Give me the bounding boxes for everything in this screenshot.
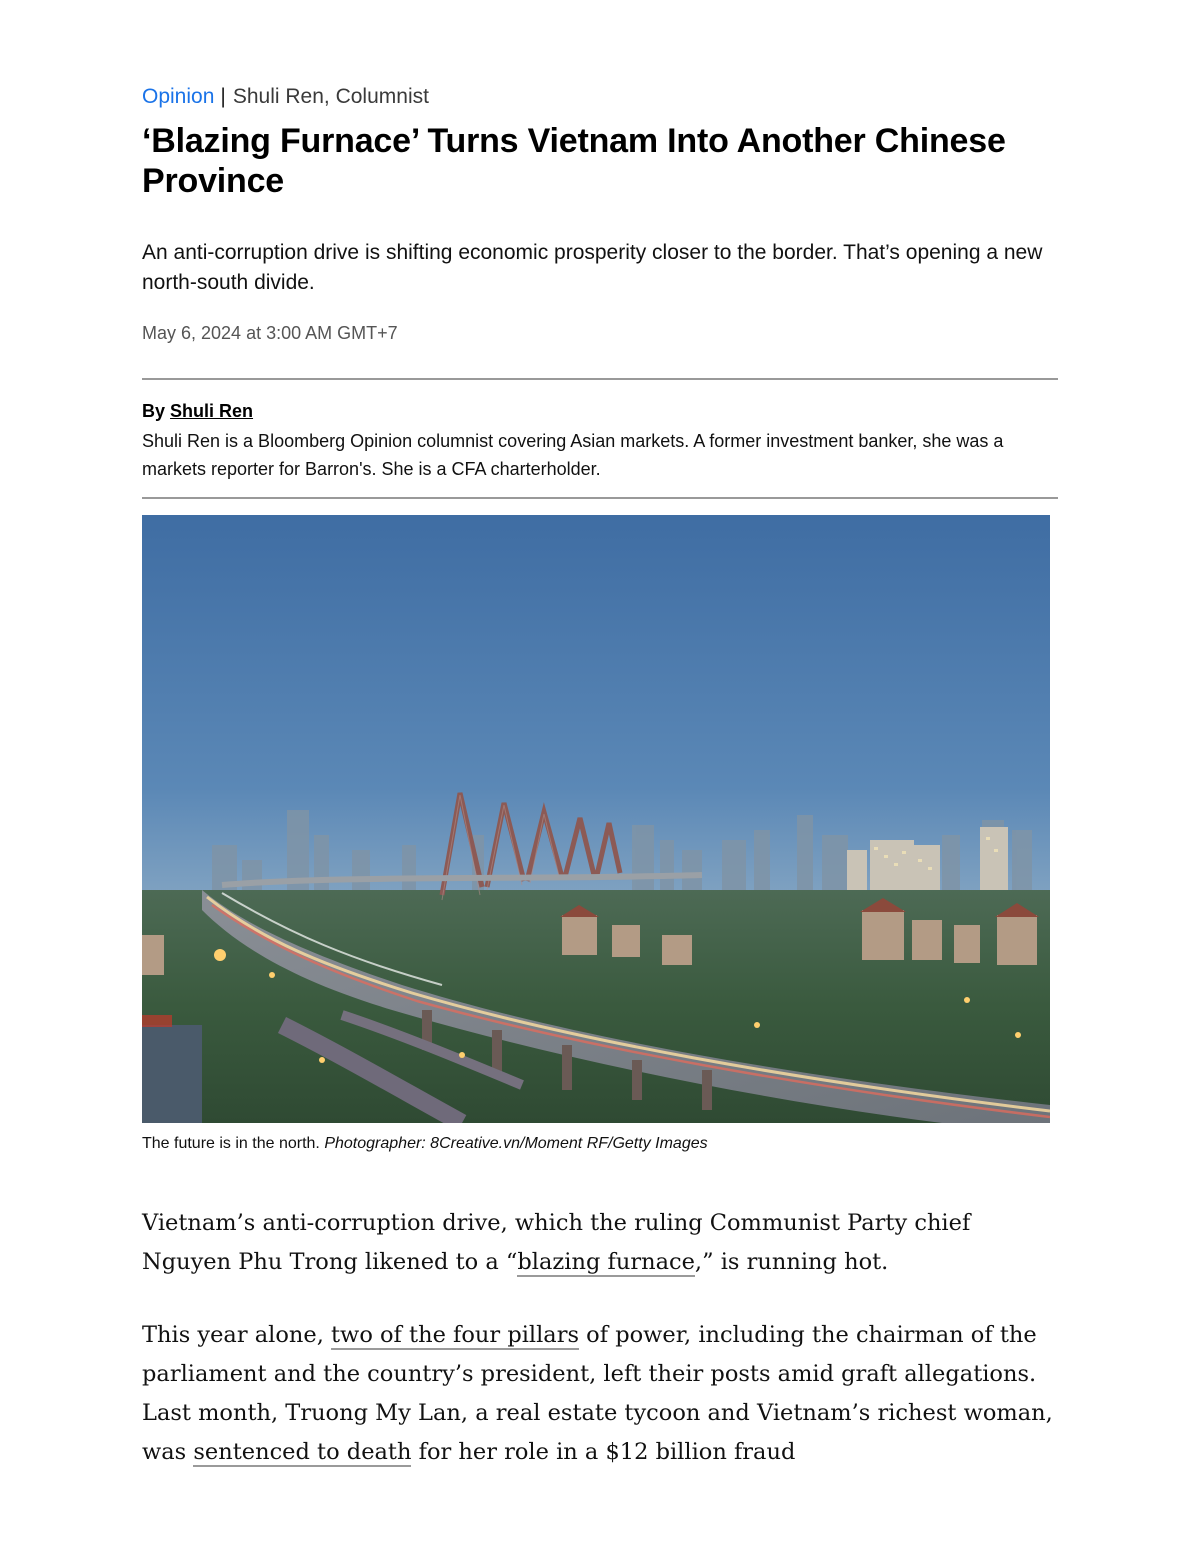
section-link[interactable]: Opinion xyxy=(142,85,215,108)
headline: ‘Blazing Furnace’ Turns Vietnam Into Another Chinese Province xyxy=(142,122,1006,200)
author-bio: Shuli Ren is a Bloomberg Opinion columnist covering Asian markets. A former investment banker, she was a markets reporter for Barron's. She is a CFA charterholder. xyxy=(142,431,1004,479)
author-link[interactable]: Shuli Ren xyxy=(170,401,254,421)
dek: An anti-corruption drive is shifting economic prosperity closer to the border. That’s opening a new north-south divide. xyxy=(142,241,1043,294)
lead-figure xyxy=(142,515,1050,1156)
p1-text-before: Vietnam’s anti-corruption drive, which the ruling Communist Party chief Nguyen Phu Trong likened to a “ xyxy=(142,1210,971,1275)
byline xyxy=(142,398,1060,424)
caption-text: The future is in the north. xyxy=(142,1135,320,1152)
photo-credit: Photographer: 8Creative.vn/Moment RF/Getty Images xyxy=(324,1135,708,1152)
link-sentenced-to-death[interactable]: sentenced to death xyxy=(193,1439,412,1465)
p2-text-after: for her role in a $12 billion fraud xyxy=(411,1439,796,1465)
divider-bottom xyxy=(142,497,1058,499)
lead-photo xyxy=(142,515,1050,1123)
byline-prefix: By xyxy=(142,401,166,421)
article-body xyxy=(142,1204,1060,1472)
p2-text-middle: of power, including the chairman of the parliament and the country’s president, left their posts amid graft allegations. Last month, Truong My Lan, a real estate tycoon and Vietnam’s richest woman, was xyxy=(142,1322,1053,1465)
kicker-separator: | xyxy=(220,85,226,108)
photo-caption xyxy=(142,1132,1050,1156)
link-blazing-furnace[interactable]: blazing furnace xyxy=(517,1249,695,1275)
dateline: May 6, 2024 at 3:00 AM GMT+7 xyxy=(142,323,398,343)
byline-block xyxy=(142,380,1060,497)
kicker-author[interactable]: Shuli Ren, Columnist xyxy=(232,85,429,108)
p2-text-before: This year alone, xyxy=(142,1322,332,1348)
p1-text-after: ,” is running hot. xyxy=(694,1249,889,1275)
article xyxy=(142,80,1060,1506)
paragraph-2 xyxy=(142,1316,1060,1472)
link-two-of-four-pillars[interactable]: two of the four pillars xyxy=(331,1322,580,1348)
paragraph-1 xyxy=(142,1204,1060,1282)
kicker xyxy=(142,80,1060,114)
